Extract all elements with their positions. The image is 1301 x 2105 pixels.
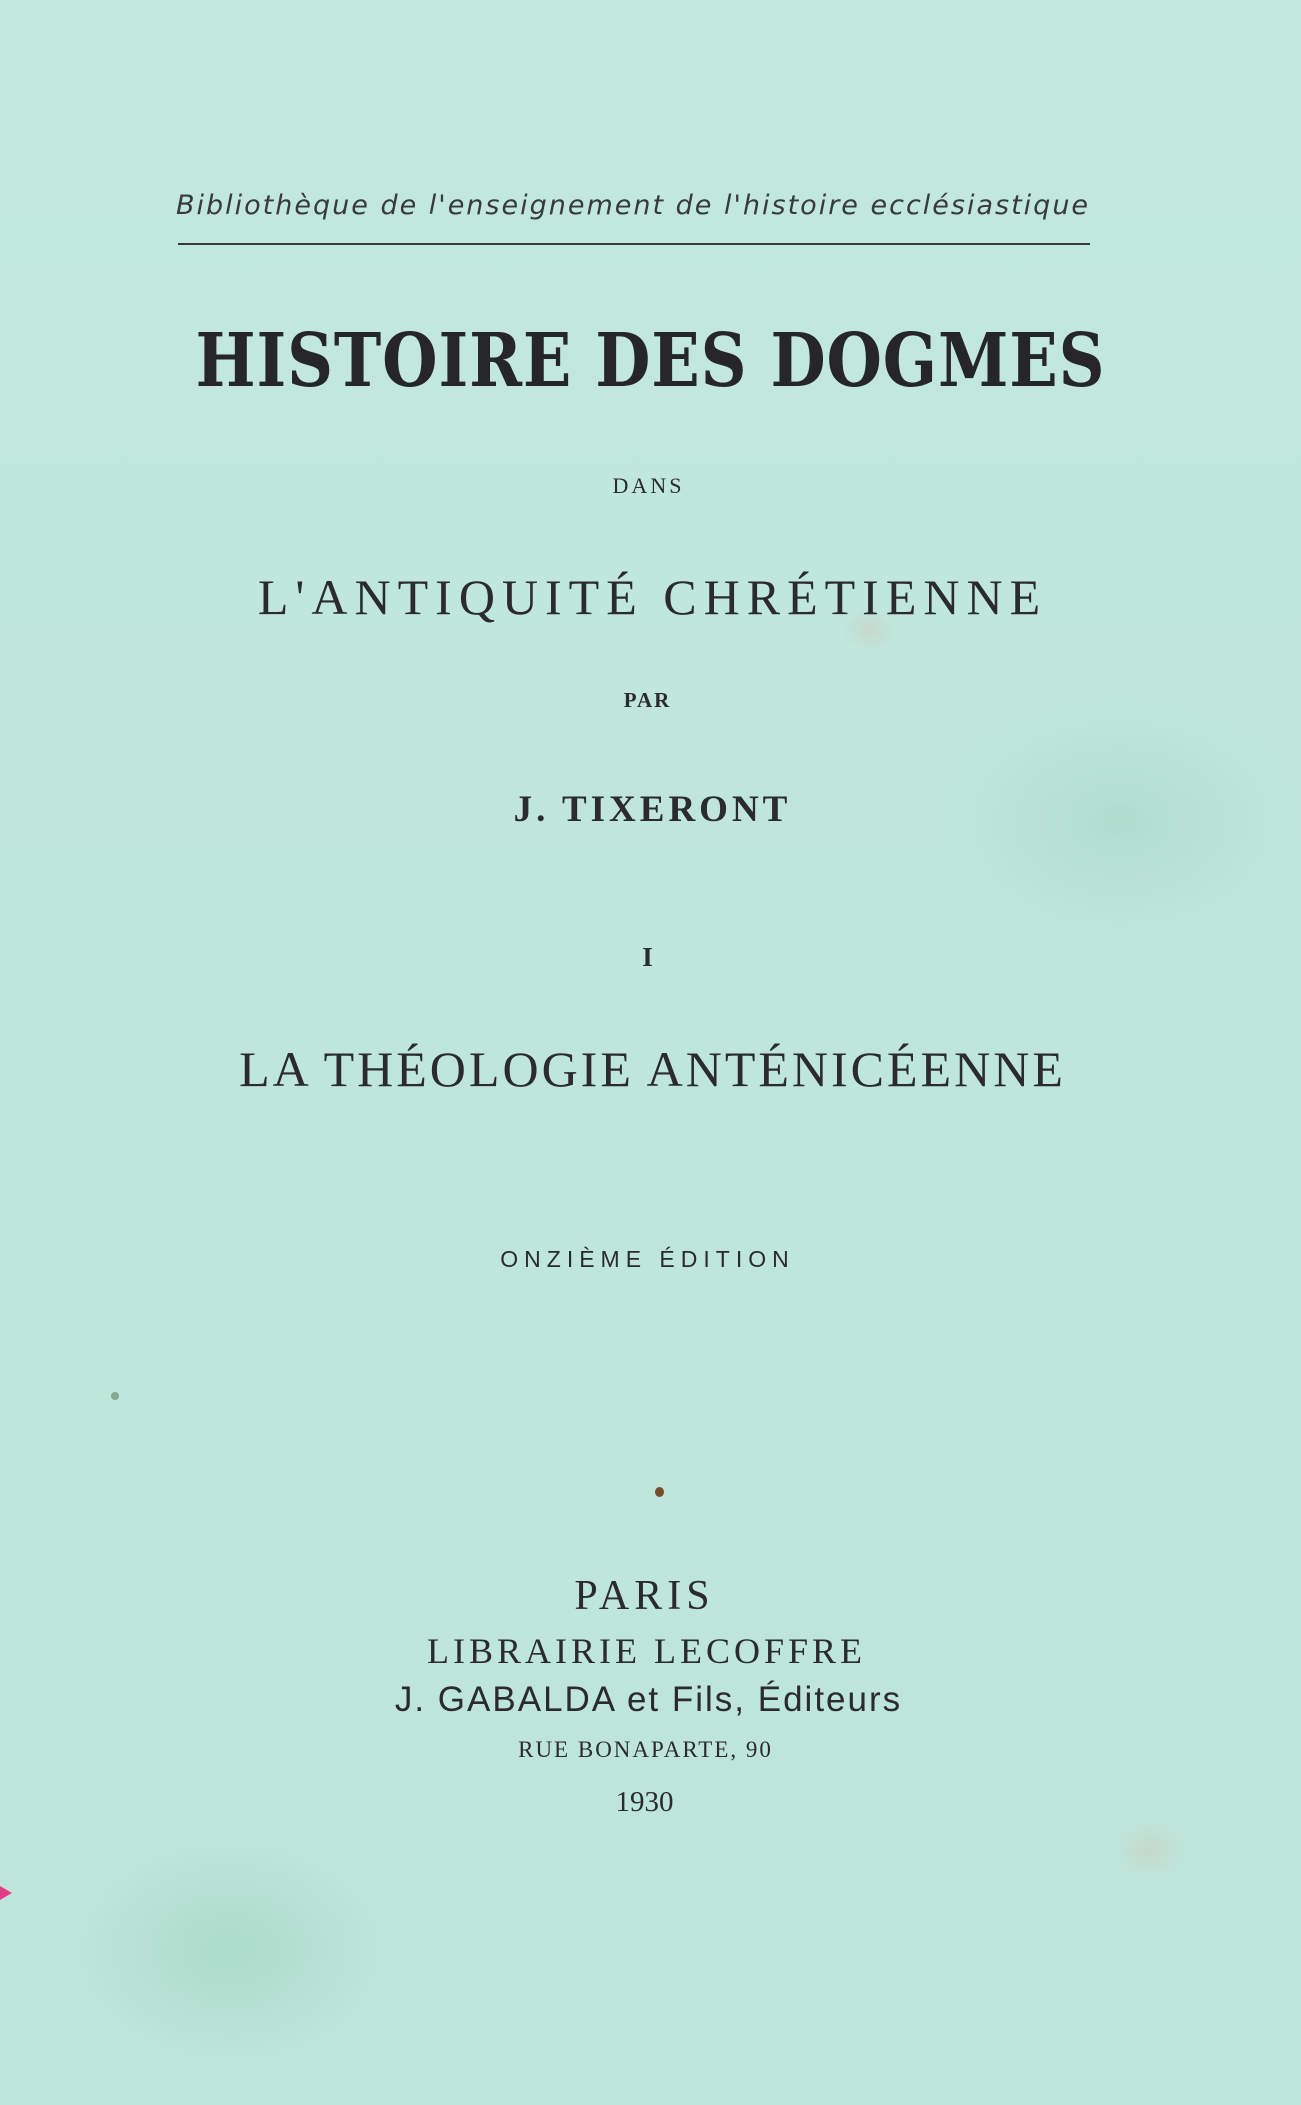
series-divider [178,243,1090,245]
imprint-city: PARIS [574,1573,715,1619]
connector-par: PAR [623,688,672,712]
connector-dans: DANS [612,473,685,498]
volume-number: I [642,942,653,972]
imprint-editor: J. GABALDA et Fils, Éditeurs [394,1680,903,1719]
subtitle: L'ANTIQUITÉ CHRÉTIENNE [257,569,1048,625]
series-title: Bibliothèque de l'enseignement de l'histoire ecclésiastique [176,190,1091,221]
paper-speck [111,1392,119,1400]
author-name: J. TIXERONT [513,789,792,830]
imprint-year: 1930 [615,1786,674,1818]
paper-speck [655,1487,664,1497]
edge-tab-marker [0,1886,12,1900]
edition-label: ONZIÈME ÉDITION [500,1246,795,1272]
volume-title: LA THÉOLOGIE ANTÉNICÉENNE [239,1041,1066,1097]
imprint-publisher: LIBRAIRIE LECOFFRE [426,1631,866,1671]
main-title: HISTOIRE DES DOGMES [195,318,1106,404]
imprint-address: RUE BONAPARTE, 90 [518,1737,773,1762]
